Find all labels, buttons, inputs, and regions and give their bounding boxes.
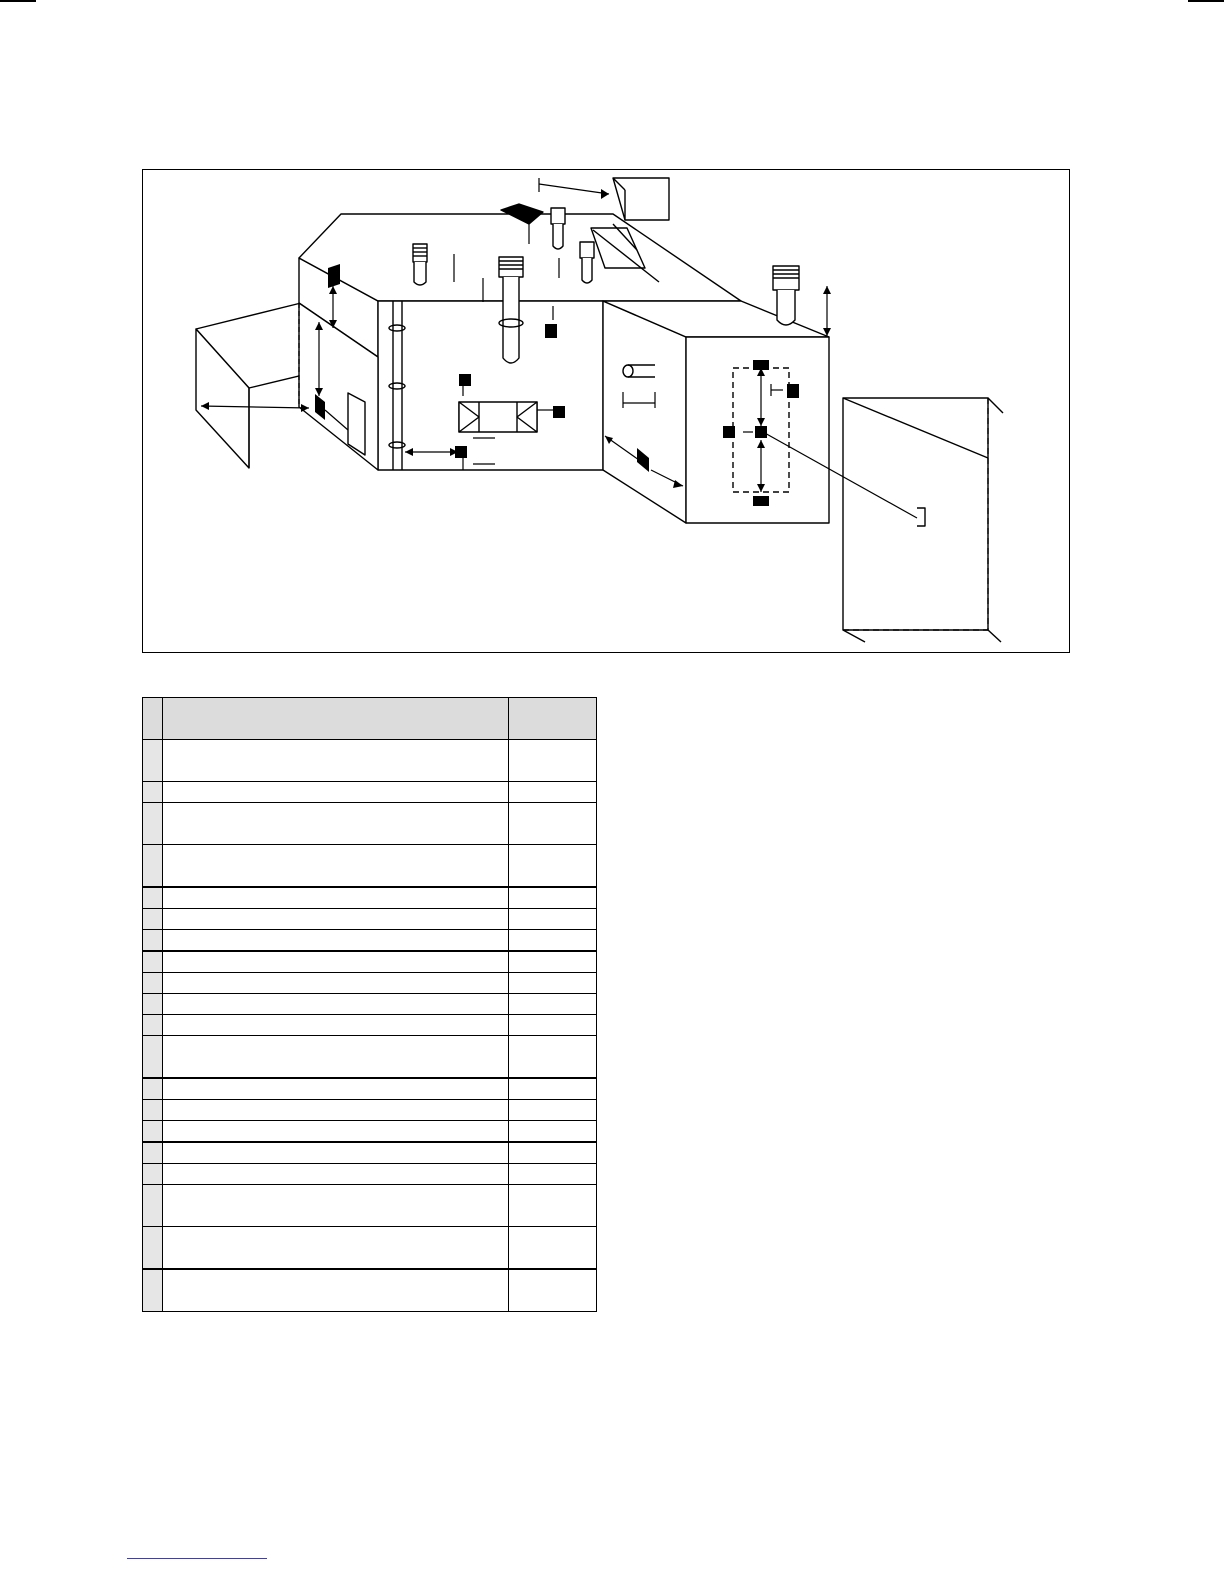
cell-description bbox=[163, 930, 509, 952]
cell-key bbox=[143, 887, 163, 909]
table-row bbox=[143, 1100, 597, 1121]
cell-value bbox=[508, 1015, 596, 1036]
marker-c bbox=[459, 374, 471, 386]
terminal-2 bbox=[499, 257, 523, 363]
cell-key bbox=[143, 845, 163, 888]
marker-a bbox=[328, 264, 340, 288]
crop-mark-right bbox=[1188, 0, 1224, 2]
flue-terminal-positions-diagram bbox=[142, 169, 1070, 653]
cell-value bbox=[508, 1078, 596, 1100]
cell-key bbox=[143, 1269, 163, 1312]
cell-value bbox=[508, 1164, 596, 1185]
table-row bbox=[143, 1269, 597, 1312]
cell-value bbox=[508, 887, 596, 909]
table-body bbox=[143, 740, 597, 1312]
cell-key bbox=[143, 740, 163, 782]
cell-key bbox=[143, 1164, 163, 1185]
cell-key bbox=[143, 803, 163, 845]
cell-value bbox=[508, 973, 596, 994]
cell-description bbox=[163, 740, 509, 782]
cell-key bbox=[143, 1121, 163, 1143]
table-row bbox=[143, 1227, 597, 1270]
cell-value bbox=[508, 803, 596, 845]
cell-key bbox=[143, 1100, 163, 1121]
marker-j bbox=[723, 426, 735, 438]
cell-value bbox=[508, 994, 596, 1015]
crop-mark-left bbox=[0, 0, 36, 2]
cell-description bbox=[163, 782, 509, 803]
cell-description bbox=[163, 1015, 509, 1036]
cell-description bbox=[163, 1100, 509, 1121]
header-value bbox=[508, 698, 596, 740]
table-row bbox=[143, 803, 597, 845]
table-row bbox=[143, 909, 597, 930]
table-row bbox=[143, 1015, 597, 1036]
diagram-svg bbox=[143, 170, 1071, 654]
table-row bbox=[143, 994, 597, 1015]
cell-key bbox=[143, 930, 163, 952]
cell-key bbox=[143, 1036, 163, 1079]
table-row bbox=[143, 1036, 597, 1079]
table-row bbox=[143, 951, 597, 973]
cell-key bbox=[143, 973, 163, 994]
cell-value bbox=[508, 1142, 596, 1164]
extension bbox=[603, 301, 829, 523]
terminal-5 bbox=[773, 266, 799, 325]
cell-description bbox=[163, 951, 509, 973]
cell-value bbox=[508, 1269, 596, 1312]
cell-value bbox=[508, 951, 596, 973]
adjacent-wall bbox=[843, 398, 1003, 642]
header-key bbox=[143, 698, 163, 740]
cell-key bbox=[143, 782, 163, 803]
cell-value bbox=[508, 740, 596, 782]
cell-value bbox=[508, 782, 596, 803]
table-row bbox=[143, 782, 597, 803]
marker-d bbox=[553, 406, 565, 418]
terminal-1 bbox=[413, 244, 427, 285]
cell-value bbox=[508, 1227, 596, 1270]
cell-value bbox=[508, 1100, 596, 1121]
table-row bbox=[143, 740, 597, 782]
cell-key bbox=[143, 1078, 163, 1100]
cell-description bbox=[163, 1185, 509, 1227]
cell-description bbox=[163, 1164, 509, 1185]
table-row bbox=[143, 1185, 597, 1227]
cell-key bbox=[143, 951, 163, 973]
cell-description bbox=[163, 973, 509, 994]
marker-i bbox=[787, 384, 799, 398]
cell-value bbox=[508, 845, 596, 888]
table-row bbox=[143, 930, 597, 952]
cell-value bbox=[508, 909, 596, 930]
terminal-clearance-table bbox=[142, 697, 597, 1312]
table-row bbox=[143, 887, 597, 909]
marker-l bbox=[753, 496, 769, 506]
table-row bbox=[143, 1142, 597, 1164]
footer-link-underline[interactable] bbox=[127, 1558, 267, 1559]
cell-key bbox=[143, 1185, 163, 1227]
cell-description bbox=[163, 909, 509, 930]
cell-value bbox=[508, 1185, 596, 1227]
terminal-3 bbox=[551, 208, 565, 249]
table-row bbox=[143, 1121, 597, 1143]
cell-description bbox=[163, 994, 509, 1015]
header-description bbox=[163, 698, 509, 740]
table-row bbox=[143, 973, 597, 994]
cell-value bbox=[508, 1036, 596, 1079]
cell-key bbox=[143, 909, 163, 930]
cell-key bbox=[143, 994, 163, 1015]
cell-description bbox=[163, 1078, 509, 1100]
wall-opening bbox=[459, 402, 537, 432]
cell-description bbox=[163, 1142, 509, 1164]
marker-b bbox=[545, 324, 557, 338]
cell-description bbox=[163, 1227, 509, 1270]
cell-key bbox=[143, 1227, 163, 1270]
cell-key bbox=[143, 1142, 163, 1164]
cell-description bbox=[163, 845, 509, 888]
cell-description bbox=[163, 1036, 509, 1079]
marker-k bbox=[755, 426, 767, 438]
cell-description bbox=[163, 1121, 509, 1143]
cell-description bbox=[163, 1269, 509, 1312]
cell-key bbox=[143, 1015, 163, 1036]
cell-value bbox=[508, 1121, 596, 1143]
terminal-4 bbox=[580, 242, 594, 283]
table-row bbox=[143, 845, 597, 888]
cell-description bbox=[163, 887, 509, 909]
table-row bbox=[143, 1078, 597, 1100]
table-row bbox=[143, 1164, 597, 1185]
cell-description bbox=[163, 803, 509, 845]
cell-value bbox=[508, 930, 596, 952]
table-header-row bbox=[143, 698, 597, 740]
